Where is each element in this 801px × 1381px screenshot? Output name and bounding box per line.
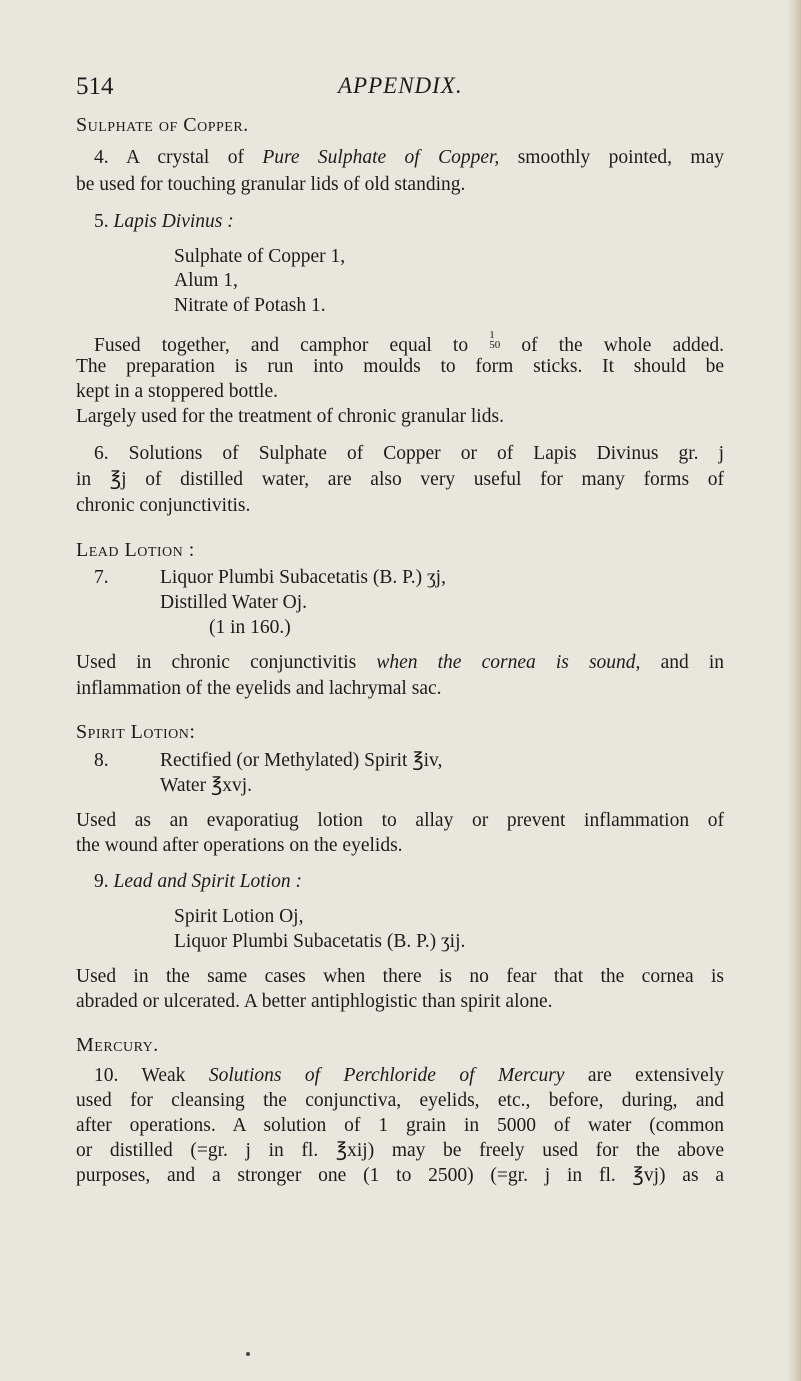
fraction-numerator: 1: [489, 329, 495, 341]
paragraph-5-heading: [94, 210, 234, 234]
lead-formula-line-1: Liquor Plumbi Subacetatis (B. P.) ʒj,: [160, 567, 446, 588]
running-title: APPENDIX.: [338, 73, 463, 98]
lead-formula-line-2: Distilled Water Oj.: [160, 592, 308, 613]
item-number: 4.: [94, 147, 109, 168]
spirit-used-line-2: the wound after operations on the eyelids.: [76, 835, 403, 856]
page-edge-shadow: [787, 0, 801, 1381]
largely-line: Largely used for the treatment of chronic granular lids.: [76, 406, 504, 427]
paragraph-10-line-4: or distilled (=gr. j in fl. ℥xij) may be freely used for the above: [76, 1140, 724, 1161]
section-heading-spirit: Spirit Lotion:: [76, 721, 196, 743]
spirit-formula-line-4: Liquor Plumbi Subacetatis (B. P.) ʒij.: [174, 931, 466, 952]
paragraph-10-line-1: [76, 1064, 724, 1088]
spirit-formula-line-1: Rectified (or Methylated) Spirit ℥iv,: [160, 750, 443, 771]
page-number: 514: [76, 73, 114, 100]
paragraph-10-line-3: after operations. A solution of 1 grain in 5000 of water (common: [76, 1115, 724, 1136]
item-8-number: 8.: [94, 750, 109, 771]
paragraph-4-line-2: be used for touching granular lids of old standing.: [76, 174, 466, 195]
text-span: and in: [660, 652, 725, 673]
fraction: [489, 330, 500, 350]
paragraph-9-heading: [94, 870, 302, 894]
spirit-formula-line-2: Water ℥xvj.: [160, 775, 252, 796]
text-span: of the whole added.: [521, 335, 725, 356]
paragraph-4-line-1: [76, 146, 724, 170]
formula-line-1: Sulphate of Copper 1,: [174, 246, 346, 267]
lead-used-line-2: inflammation of the eyelids and lachrymal sac.: [76, 678, 442, 699]
spirit-formula-line-3: Spirit Lotion Oj,: [174, 906, 304, 927]
same-cases-line-1: Used in the same cases when there is no fear that the cornea is: [76, 966, 724, 987]
italic-title: Lead and Spirit Lotion :: [113, 871, 303, 892]
same-cases-line-2: abraded or ulcerated. A better antiphlogistic than spirit alone.: [76, 991, 553, 1012]
formula-line-2: Alum 1,: [174, 270, 238, 291]
formula-line-3: Nitrate of Potash 1.: [174, 295, 326, 316]
text-span: are extensively: [587, 1065, 724, 1086]
section-heading-sulphate: Sulphate of Copper.: [76, 114, 249, 136]
italic-title: Lapis Divinus :: [113, 211, 234, 232]
text-span: 10. Weak: [94, 1065, 186, 1086]
paragraph-6-line-3: chronic conjunctivitis.: [76, 495, 251, 516]
italic-span: Pure Sulphate of Copper,: [262, 147, 500, 168]
fused-line-1: [76, 330, 724, 358]
text-span: Fused together, and camphor equal to: [94, 335, 469, 356]
item-number: 9.: [94, 871, 109, 892]
item-number: 5.: [94, 211, 109, 232]
fraction-denominator: 50: [489, 339, 501, 351]
item-7-number: 7.: [94, 567, 109, 588]
text-span: A crystal of: [125, 147, 244, 168]
text-span: smoothly pointed, may: [517, 147, 724, 168]
paragraph-6-line-2: in ℥j of distilled water, are also very useful for many forms of: [76, 469, 724, 490]
italic-span: Solutions of Perchloride of Mercury: [208, 1065, 565, 1086]
lead-used-line-1: [76, 651, 724, 675]
section-heading-lead: Lead Lotion :: [76, 539, 195, 561]
paragraph-6-line-1: 6. Solutions of Sulphate of Copper or of Lapis Divinus gr. j: [94, 443, 724, 464]
section-heading-mercury: Mercury.: [76, 1034, 159, 1056]
italic-span: when the cornea is sound,: [376, 652, 641, 673]
spirit-used-line-1: Used as an evaporatiug lotion to allay or prevent inflammation of: [76, 810, 724, 831]
text-span: Used in chronic conjunctivitis: [76, 652, 357, 673]
fused-line-2: The preparation is run into moulds to form sticks. It should be: [76, 356, 724, 377]
fused-line-3: kept in a stoppered bottle.: [76, 381, 278, 402]
paragraph-10-line-5: purposes, and a stronger one (1 to 2500) (=gr. j in fl. ℥vj) as a: [76, 1165, 724, 1186]
lead-ratio: (1 in 160.): [209, 617, 291, 638]
paragraph-10-line-2: used for cleansing the conjunctiva, eyelids, etc., before, during, and: [76, 1090, 724, 1111]
ink-speck: [246, 1352, 250, 1356]
